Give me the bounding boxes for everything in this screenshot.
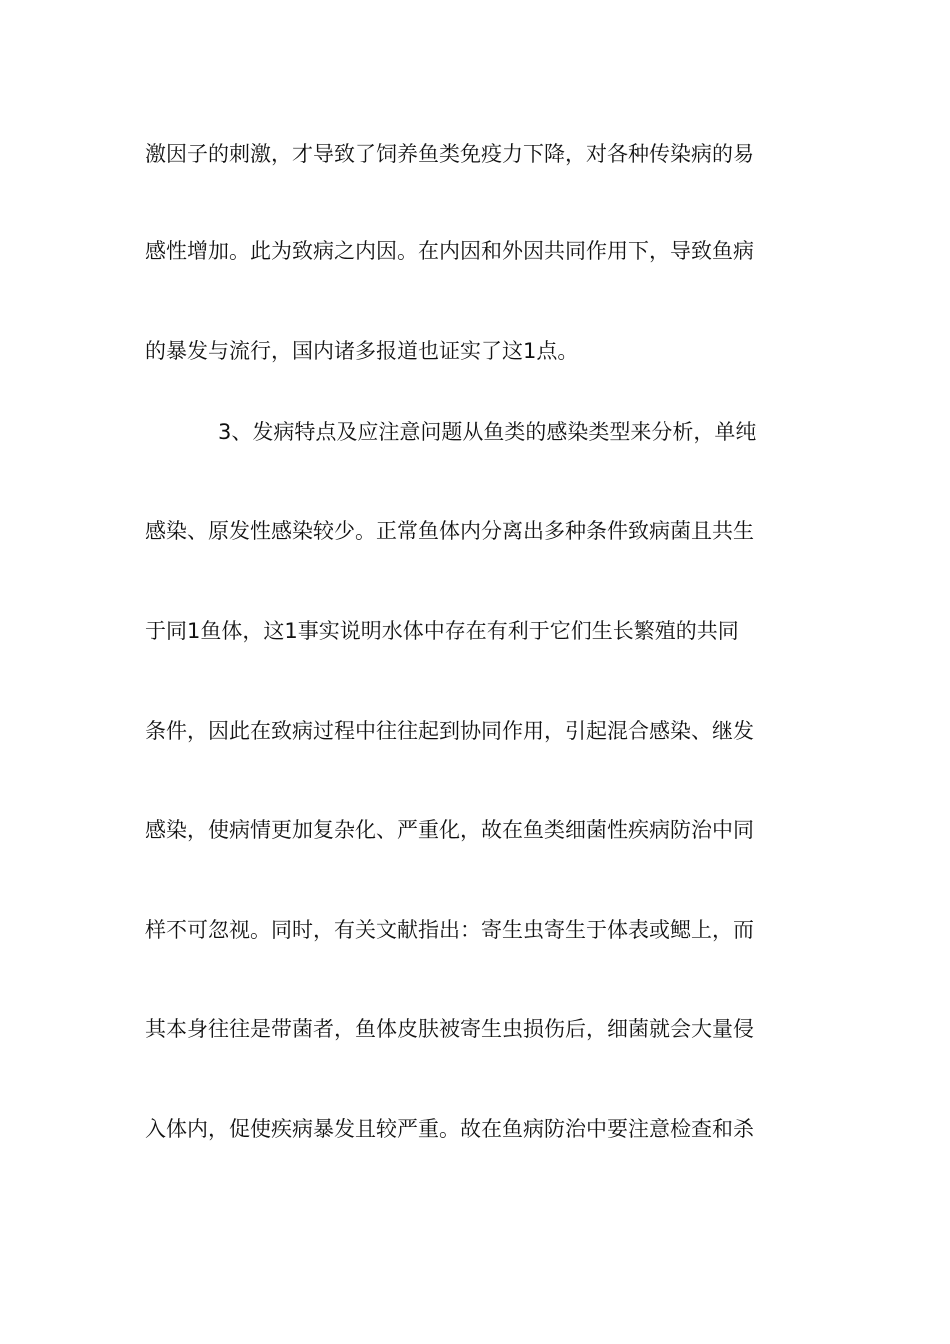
- text-line: 感性增加。此为致病之内因。在内因和外因共同作用下，导致鱼病: [145, 239, 754, 263]
- text-line: 感染，使病情更加复杂化、严重化，故在鱼类细菌性疾病防治中同: [145, 818, 754, 842]
- text-line: 其本身往往是带菌者，鱼体皮肤被寄生虫损伤后，细菌就会大量侵: [145, 1017, 754, 1041]
- text-line: 条件，因此在致病过程中往往起到协同作用，引起混合感染、继发: [145, 719, 754, 743]
- text-line: 的暴发与流行，国内诸多报道也证实了这1点。: [145, 339, 579, 363]
- text-line: 入体内，促使疾病暴发且较严重。故在鱼病防治中要注意检查和杀: [145, 1117, 754, 1141]
- text-line: 于同1鱼体，这1事实说明水体中存在有利于它们生长繁殖的共同: [145, 619, 739, 643]
- text-line: 激因子的刺激，才导致了饲养鱼类免疫力下降，对各种传染病的易: [145, 142, 754, 166]
- text-line-indented: 3、发病特点及应注意问题从鱼类的感染类型来分析，单纯: [218, 420, 757, 444]
- text-line: 样不可忽视。同时，有关文献指出：寄生虫寄生于体表或鳃上，而: [145, 918, 754, 942]
- text-line: 感染、原发性感染较少。正常鱼体内分离出多种条件致病菌且共生: [145, 519, 754, 543]
